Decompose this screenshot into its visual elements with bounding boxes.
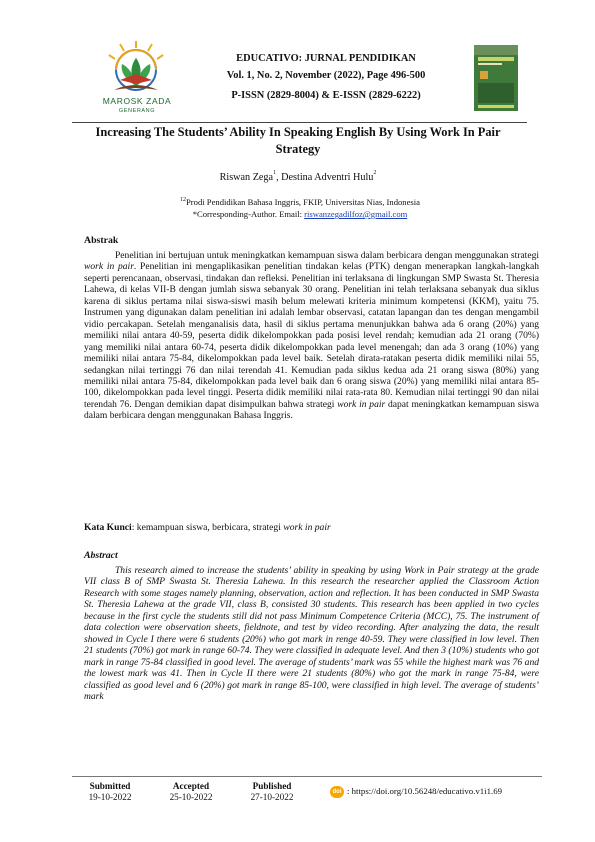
- doi-block: [330, 786, 502, 798]
- submitted-block: [80, 781, 140, 803]
- published-date: 27-10-2022: [250, 792, 294, 802]
- accepted-label: Accepted: [172, 781, 210, 791]
- published-block: [242, 781, 302, 803]
- abstrak-text-2: . Penelitian ini mengaplikasikan penelitian tindakan kelas (PTK) dengan menerapkan langkah-langkah seperti perencanaan, observasi, tindakan dan refleksi. Penelitian ini terlaksana di lingkungan SMP Swasta St. Theresia Lahewa, di kelas VII-B dengan jumlah siswa sebanyak 30 orang. Penelitian ini telah terlaksana sebanyak dua siklus karena di siklus pertama nilai siswa-siswi masih belum melewati kriteria minimum kompetensi (KKM), yaitu 75. Instrumen yang digunakan dalam penelitian ini adalah lembar observasi, catatan lapangan dan tes dengan mengambil vidio percakapan. Setelah menganalisis data, hasil di siklus pertama menunjukkan bahwa ada 6 orang (20%) yang memiliki nilai antara 40-59, peserta didik dikelompokkan pada posisi level rendah; kemudian ada 21 orang (70%) yang memiliki nilai antara 60-74, peserta didik dikelompokkan pada level menengah; dan ada 3 orang (10%) yang memiliki nilai antara 75-84, dikelompokkan pada level baik. Setelah dirata-ratakan peserta didik memiliki nilai 55, sedangkan nilai tertinggi 76 dan nilai terendah 41. Kemudian pada siklus kedua ada 21 orang siswa (80%) yang memiliki nilai antara 75-84, dikelompokkan pada level baik dan 6 orang siswa (20%) yang memiliki nilai antara 85-100, dikelompokkan pada level tinggi. Peserta didik memiliki nilai rata-rata 80. Kemudian nilai tertinggi 90 dan nilai terendah 76. Dengan demikian dapat disimpulkan bahwa strategi: [84, 261, 539, 410]
- keywords-label: Kata Kunci: [84, 522, 132, 533]
- author-2: Destina Adventri Hulu: [281, 172, 374, 183]
- issn-info: P-ISSN (2829-8004) & E-ISSN (2829-6222): [231, 90, 421, 101]
- abstrak-body: [84, 250, 539, 422]
- journal-name: EDUCATIVO: JURNAL PENDIDIKAN: [236, 53, 416, 64]
- logo-subtitle: GENERANG: [118, 108, 156, 114]
- paper-title: Increasing The Students’ Ability In Speaking English By Using Work In Pair Strategy: [95, 125, 501, 156]
- author-2-affil: 2: [373, 170, 377, 176]
- logo-name: MAROSK ZADA: [102, 96, 172, 106]
- author-1-affil: 1: [273, 170, 277, 176]
- volume-info: Vol. 1, No. 2, November (2022), Page 496-500: [226, 70, 426, 81]
- keywords-italic: work in pair: [283, 522, 331, 533]
- abstract-heading: Abstract: [84, 550, 118, 561]
- journal-cover-thumbnail: [474, 45, 518, 111]
- keywords: [84, 522, 539, 533]
- abstrak-italic-1: work in pair: [84, 261, 134, 273]
- corresponding-email-link[interactable]: riswanzegadilfoz@gmail.com: [304, 209, 408, 219]
- keywords-text: : kemampuan siswa, berbicara, strategi: [131, 522, 284, 533]
- abstrak-italic-2: work in pair: [337, 398, 386, 410]
- affiliation-text: Prodi Pendidikan Bahasa Inggris, FKIP, Universitas Nias, Indonesia: [186, 197, 420, 207]
- author-separator: ,: [276, 172, 282, 183]
- abstrak-text-3: dapat meningkatkan kemampuan siswa dalam berbicara dengan menggunakan Bahasa Inggris.: [84, 398, 539, 422]
- accepted-date: 25-10-2022: [169, 792, 213, 802]
- submitted-date: 19-10-2022: [88, 792, 132, 802]
- footer-rule: [72, 776, 542, 777]
- accepted-block: [161, 781, 221, 803]
- abstract-body: This research aimed to increase the students’ ability in speaking by using Work in Pair strategy at the grade VII class B of SMP Swasta St. Theresia Lahewa. In this research the researcher applied the Classroom Action Research with some stages namely planning, observation, action and reflection. It has been conducted in SMP Swasta St. Theresia Lahewa at the grade VII, class B, consisted 30 students. This research has been applied in two cycles because in the first cycle the students still did not pass Minimum Competence Criteria (MCC), 75. The instrument of data colection were observation sheets, fieldnote, and test by video recording. After analyzing the data, the result showed in Cycle I there were 6 students (20%) who got mark in renge 40-59. They were classified in low level. Then 21 students (70%) got mark in range 60-74. They were classified in adequate level. And then 3 (10%) students who got mark in range 75-84 classified in good level. The average of students’ mark was 55 while the highest mark was 76 and the lowest mark was 41. Then in Cycle II there were 21 students (80%) who got the mark in range 75-84, were classified as good level and 6 (20%) got mark in range 85-100, were classified in high level. The average of students’ mark: [84, 565, 539, 702]
- published-label: Published: [252, 781, 292, 791]
- affiliation-block: [130, 196, 470, 220]
- doi-link[interactable]: : https://doi.org/10.56248/educativo.v1i1.69: [347, 786, 502, 797]
- author-list: [150, 172, 446, 183]
- submitted-label: Submitted: [89, 781, 131, 791]
- doi-icon: doi: [330, 786, 344, 798]
- abstrak-text-1: Penelitian ini bertujuan untuk meningkatkan kemampuan siswa dalam berbicara dengan menggunakan strategi: [115, 250, 539, 261]
- affiliation-marker: 12: [180, 197, 187, 203]
- author-1: Riswan Zega: [219, 172, 274, 183]
- abstrak-heading: Abstrak: [84, 235, 119, 246]
- header-rule: [72, 122, 527, 123]
- corresponding-label: *Corresponding-Author. Email:: [192, 209, 305, 219]
